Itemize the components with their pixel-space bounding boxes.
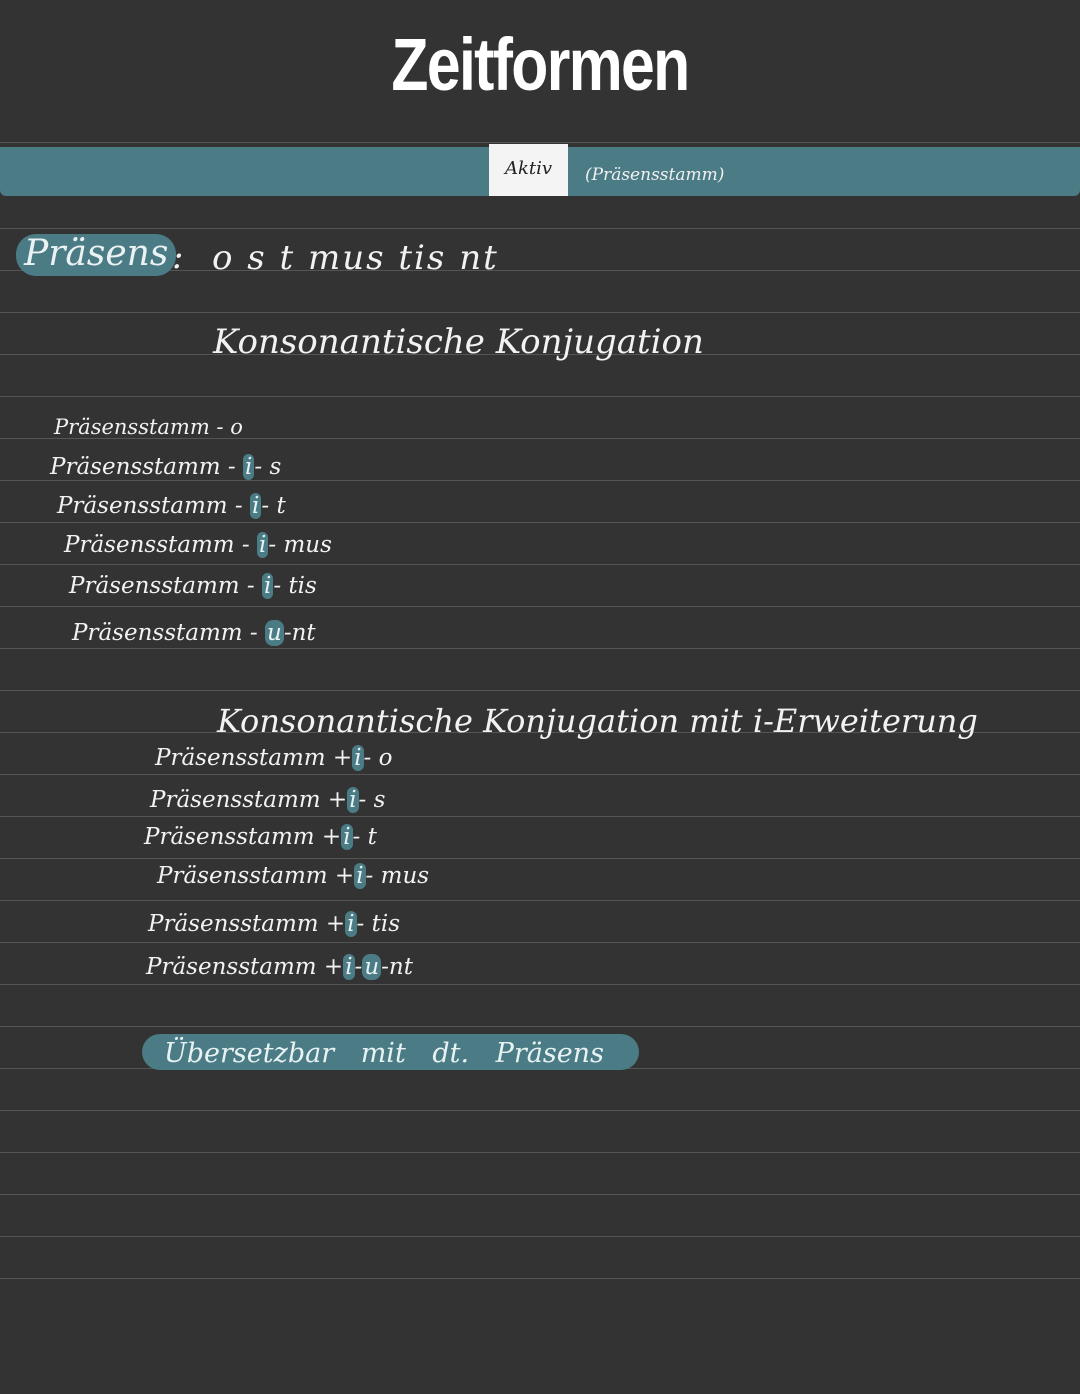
ruling-line: [0, 858, 1080, 859]
ruling-line: [0, 1110, 1080, 1111]
praesens-label: [16, 234, 176, 276]
row-marker: i: [259, 532, 267, 558]
ruling-line: [0, 312, 1080, 313]
row-stem: Präsensstamm -: [54, 415, 224, 439]
row-marker: i: [343, 824, 351, 850]
ruling-line: [0, 396, 1080, 397]
section1-row: [50, 454, 281, 480]
praesens-pill: Präsens: [16, 234, 176, 276]
row-rest: - t: [352, 824, 377, 850]
row-stem: Präsensstamm -: [69, 573, 255, 599]
section1-row: [54, 415, 243, 439]
row-marker: i: [245, 454, 253, 480]
section1-row: [57, 493, 286, 519]
section1-row: [72, 620, 316, 646]
ruling-line: [0, 900, 1080, 901]
row-ending: - s: [254, 454, 282, 480]
ruling-line: [0, 606, 1080, 607]
row-marker: i: [264, 573, 272, 599]
row-stem: Präsensstamm +: [150, 787, 348, 813]
ruling-line: [0, 648, 1080, 649]
row-marker-2: u: [364, 954, 380, 980]
row-stem: Präsensstamm -: [72, 620, 258, 646]
row-stem: Präsensstamm +: [146, 954, 344, 980]
ruling-line: [0, 1236, 1080, 1237]
row-ending: o: [230, 415, 243, 439]
page-title: Zeitformen: [391, 23, 689, 106]
section2-row: [157, 863, 429, 889]
section1-row: [64, 532, 332, 558]
row-ending: - t: [261, 493, 286, 519]
ruling-line: [0, 984, 1080, 985]
section2-row: [150, 787, 385, 813]
ruling-line: [0, 774, 1080, 775]
section1-row: [69, 573, 317, 599]
praesens-colon: :: [172, 237, 184, 277]
tab-aktiv[interactable]: Aktiv: [489, 144, 568, 196]
row-stem: Präsensstamm +: [144, 824, 342, 850]
row-stem: Präsensstamm +: [155, 745, 353, 771]
section2-row: [144, 824, 377, 850]
ruling-line: [0, 690, 1080, 691]
ruling-line: [0, 522, 1080, 523]
section2-row: [155, 745, 392, 771]
row-marker: i: [252, 493, 260, 519]
section2-row: [148, 911, 400, 937]
row-marker: i: [356, 863, 364, 889]
row-rest: - s: [358, 787, 386, 813]
row-rest: - mus: [365, 863, 430, 889]
row-stem: Präsensstamm -: [50, 454, 236, 480]
footer-note: Übersetzbar mit dt. Präsens: [164, 1038, 604, 1069]
row-marker: i: [354, 745, 362, 771]
row-stem: Präsensstamm +: [148, 911, 346, 937]
row-rest: - o: [363, 745, 393, 771]
praesens-endings: o s t mus tis nt: [212, 238, 499, 278]
ruling-line: [0, 564, 1080, 565]
row-stem: Präsensstamm +: [157, 863, 355, 889]
ruling-line: [0, 1194, 1080, 1195]
section1-heading: Konsonantische Konjugation: [213, 322, 704, 362]
row-rest: -: [354, 954, 363, 980]
row-rest-2: -nt: [381, 954, 413, 980]
ruling-line: [0, 480, 1080, 481]
ruling-line: [0, 1278, 1080, 1279]
ruling-line: [0, 816, 1080, 817]
band-note: (Präsensstamm): [585, 165, 725, 185]
section2-row: [146, 954, 413, 980]
row-marker: i: [349, 787, 357, 813]
section2-heading: Konsonantische Konjugation mit i-Erweiterung: [217, 702, 978, 740]
row-ending: - mus: [268, 532, 332, 558]
ruling-line: [0, 1026, 1080, 1027]
row-stem: Präsensstamm -: [57, 493, 243, 519]
row-ending: - tis: [273, 573, 317, 599]
ruling-line: [0, 142, 1080, 143]
ruling-line: [0, 942, 1080, 943]
row-rest: - tis: [356, 911, 401, 937]
row-marker: u: [267, 620, 282, 646]
row-marker: i: [345, 954, 353, 980]
row-stem: Präsensstamm -: [64, 532, 250, 558]
row-marker: i: [347, 911, 355, 937]
row-ending: -nt: [283, 620, 316, 646]
ruling-line: [0, 228, 1080, 229]
ruling-line: [0, 1152, 1080, 1153]
